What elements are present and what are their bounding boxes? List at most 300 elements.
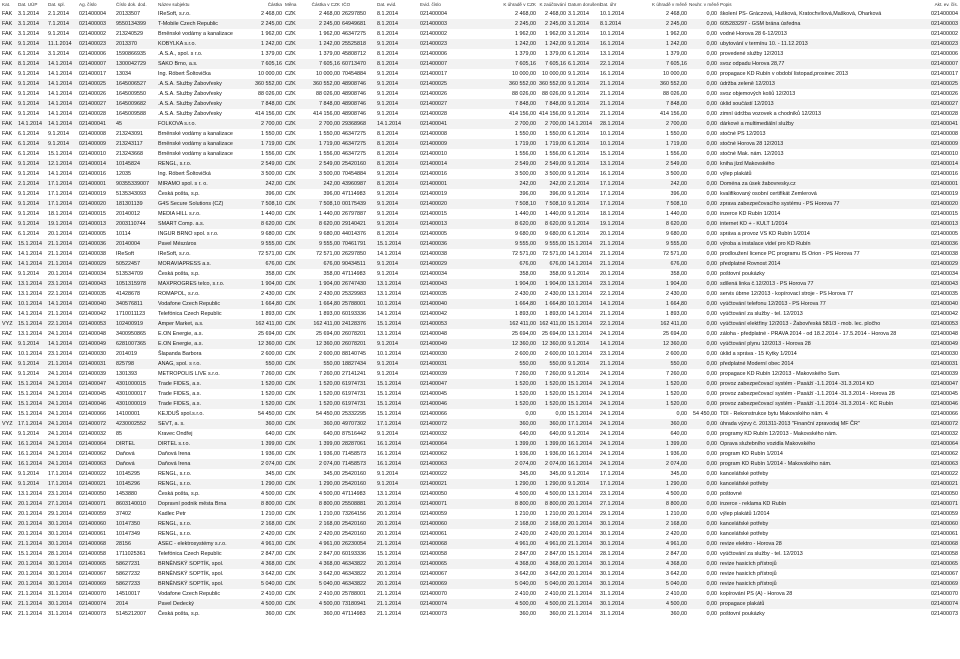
- cell-to-post: 2 430,00: [545, 291, 566, 297]
- table-row[interactable]: [0, 449, 960, 459]
- cell-to-pay-czk: 1 520,00: [515, 381, 536, 387]
- cell-to-pay-currency: 1 379,00: [666, 51, 687, 57]
- cell-subject-name: Kravec Ondřej: [158, 431, 193, 437]
- cell-record-date: 9.1.2014: [377, 341, 398, 347]
- table-row[interactable]: [0, 179, 960, 189]
- table-row[interactable]: [0, 439, 960, 449]
- table-row[interactable]: [0, 199, 960, 209]
- cell-subject-name: FOLKOVA s.r.o.: [158, 121, 196, 127]
- cell-amount-czk: 8 620,00: [319, 221, 340, 227]
- cell-date-uup: 21.1.2014: [18, 611, 42, 617]
- cell-to-pay-currency: 1 290,00: [666, 481, 687, 487]
- cell-category: FAK: [2, 381, 13, 387]
- cell-ico: 25525818: [342, 41, 366, 47]
- table-row[interactable]: [0, 19, 960, 29]
- cell-supplier-doc-number: 213243668: [116, 151, 143, 157]
- cell-amount: 360,00: [265, 611, 282, 617]
- cell-subject-name: DIRTEL s.r.o.: [158, 441, 191, 447]
- cell-agenda-number: 021400066: [79, 411, 106, 417]
- cell-to-post: 8 800,00: [545, 501, 566, 507]
- cell-record-number: 021400036: [420, 241, 447, 247]
- cell-amount: 54 450,00: [258, 411, 282, 417]
- table-row[interactable]: [0, 569, 960, 579]
- cell-ico: 73180941: [342, 601, 366, 607]
- cell-currency: CZK: [285, 611, 296, 617]
- cell-due-date: 14.1.2014: [48, 71, 72, 77]
- cell-subject-name: Pavel Dedecký: [158, 601, 194, 607]
- cell-current-record-number: 021400005: [931, 231, 958, 237]
- cell-payment-date: 8.1.2014: [600, 21, 621, 27]
- cell-amount-czk: 1 440,00: [319, 211, 340, 217]
- cell-date-uup: 2.1.2014: [18, 181, 39, 187]
- cell-unpaid-currency: 54 450,00: [693, 411, 717, 417]
- cell-ico: 46343822: [342, 571, 366, 577]
- table-row[interactable]: [0, 509, 960, 519]
- cell-currency: CZK: [285, 321, 296, 327]
- cell-agenda-number: 021400021: [79, 481, 106, 487]
- cell-subject-name: SAKO Brno, a.s.: [158, 61, 198, 67]
- table-row[interactable]: [0, 259, 960, 269]
- cell-record-number: 021400035: [420, 291, 447, 297]
- cell-payment-date: 14.1.2014: [600, 341, 624, 347]
- cell-currency: CZK: [285, 21, 296, 27]
- cell-delivery-date: 13.1.2014: [568, 291, 592, 297]
- cell-date-uup: 13.1.2014: [18, 291, 42, 297]
- cell-record-date: 20.1.2014: [377, 521, 401, 527]
- cell-delivery-date: 13.1.2014: [568, 281, 592, 287]
- cell-record-number: 021400061: [420, 531, 447, 537]
- cell-to-pay-czk: 1 719,00: [515, 141, 536, 147]
- cell-amount: 72 571,00: [258, 251, 282, 257]
- cell-amount: 396,00: [265, 191, 282, 197]
- table-row[interactable]: [0, 269, 960, 279]
- cell-unpaid-currency: 0,00: [706, 371, 717, 377]
- cell-subject-name: BRNĚNSKÝ SOPTÍK, spol.: [158, 581, 224, 587]
- table-row[interactable]: [0, 469, 960, 479]
- table-row[interactable]: [0, 499, 960, 509]
- cell-to-post: 1 242,00: [545, 41, 566, 47]
- table-row[interactable]: [0, 489, 960, 499]
- table-row[interactable]: [0, 419, 960, 429]
- cell-record-number: 021400023: [420, 41, 447, 47]
- cell-amount: 5 040,00: [261, 581, 282, 587]
- table-row[interactable]: [0, 289, 960, 299]
- cell-description: vyúčtování telefonu 12/2013 - PS Horova 77: [720, 301, 826, 307]
- cell-delivery-date: 15.1.2014: [568, 391, 592, 397]
- cell-delivery-date: 14.1.2014: [568, 311, 592, 317]
- cell-to-pay-czk: 2 410,00: [515, 591, 536, 597]
- cell-description: provoz zabezpečovací systém - Pasáží -1.1.2014 -31.3.2014 KD: [720, 381, 875, 387]
- cell-supplier-doc-number: 20140004: [116, 241, 140, 247]
- cell-record-date: 21.1.2014: [377, 541, 401, 547]
- cell-current-record-number: 021400073: [931, 611, 958, 617]
- cell-payment-date: 21.1.2014: [600, 251, 624, 257]
- cell-subject-name: Česká pošta, s.p.: [158, 271, 200, 277]
- cell-to-post: 1 936,00: [545, 451, 566, 457]
- cell-amount: 360,00: [265, 421, 282, 427]
- table-row[interactable]: [0, 79, 960, 89]
- cell-delivery-date: 20.1.2014: [568, 511, 592, 517]
- cell-delivery-date: 9.1.2014: [568, 481, 589, 487]
- cell-record-date: 15.1.2014: [377, 381, 401, 387]
- cell-record-date: 8.1.2014: [377, 141, 398, 147]
- cell-payment-date: 21.1.2014: [600, 101, 624, 107]
- cell-payment-date: 10.1.2014: [600, 141, 624, 147]
- table-row[interactable]: [0, 459, 960, 469]
- cell-date-uup: 15.1.2014: [18, 411, 42, 417]
- cell-category: FAK: [2, 161, 13, 167]
- cell-description: vodné Horova 28 6-12/2013: [720, 31, 787, 37]
- cell-amount-czk: 10 000,00: [316, 71, 340, 77]
- cell-category: FAK: [2, 131, 13, 137]
- cell-category: FAK: [2, 451, 13, 457]
- table-row[interactable]: [0, 389, 960, 399]
- table-row[interactable]: [0, 129, 960, 139]
- cell-category: FAK: [2, 291, 13, 297]
- cell-agenda-number: 021400068: [79, 541, 106, 547]
- header-payment-date: Dat. úhr: [600, 2, 617, 7]
- cell-payment-date: 17.1.2014: [600, 201, 624, 207]
- cell-supplier-doc-number: 12035: [116, 171, 131, 177]
- cell-record-number: 021400025: [420, 81, 447, 87]
- table-row[interactable]: [0, 219, 960, 229]
- cell-current-record-number: 021400065: [931, 561, 958, 567]
- table-row[interactable]: [0, 209, 960, 219]
- cell-payment-date: 30.1.2014: [600, 521, 624, 527]
- table-row[interactable]: [0, 409, 960, 419]
- cell-delivery-date: 6.1.2014: [568, 51, 589, 57]
- cell-to-pay-czk: 1 379,00: [515, 51, 536, 57]
- table-row[interactable]: [0, 529, 960, 539]
- table-row[interactable]: [0, 359, 960, 369]
- cell-agenda-number: 021400048: [79, 331, 106, 337]
- cell-agenda-number: 021400022: [79, 471, 106, 477]
- cell-ico: 25332295: [342, 411, 366, 417]
- cell-agenda-number: 021400047: [79, 381, 106, 387]
- cell-agenda-number: 021400039: [79, 371, 106, 377]
- cell-current-record-number: 021400036: [931, 241, 958, 247]
- table-row[interactable]: [0, 139, 960, 149]
- cell-description: propagace KD Rubín 12/2013 - Makovského Sum.: [720, 371, 841, 377]
- cell-date-uup: 6.1.2014: [18, 131, 39, 137]
- cell-to-pay-czk: 2 420,00: [515, 531, 536, 537]
- cell-amount-czk: 676,00: [323, 261, 340, 267]
- cell-subject-name: Ing. Róbert Šoltovičká: [158, 171, 211, 177]
- cell-currency: CZK: [285, 81, 296, 87]
- cell-to-pay-currency: 358,00: [670, 271, 687, 277]
- cell-payment-date: 24.1.2014: [600, 411, 624, 417]
- table-row[interactable]: [0, 399, 960, 409]
- cell-date-uup: 9.1.2014: [18, 211, 39, 217]
- cell-due-date: 23.1.2014: [48, 281, 72, 287]
- cell-to-pay-currency: 1 556,00: [666, 151, 687, 157]
- cell-amount-czk: 2 420,00: [319, 531, 340, 537]
- cell-delivery-date: 3.1.2014: [568, 11, 589, 17]
- table-row[interactable]: [0, 119, 960, 129]
- cell-unpaid-currency: 0,00: [706, 581, 717, 587]
- cell-date-uup: 15.1.2014: [18, 381, 42, 387]
- cell-to-pay-czk: 640,00: [519, 431, 536, 437]
- cell-to-pay-czk: 1 893,00: [515, 311, 536, 317]
- cell-payment-date: 24.1.2014: [600, 441, 624, 447]
- cell-description: stočné Horova 28 12/2013: [720, 141, 784, 147]
- cell-due-date: 24.1.2014: [48, 431, 72, 437]
- cell-currency: CZK: [285, 351, 296, 357]
- cell-current-record-number: 021400017: [931, 71, 958, 77]
- cell-category: FAK: [2, 101, 13, 107]
- cell-unpaid-currency: 0,00: [706, 121, 717, 127]
- cell-payment-date: 20.1.2014: [600, 271, 624, 277]
- cell-amount: 7 508,10: [261, 201, 282, 207]
- cell-category: FAK: [2, 251, 13, 257]
- table-row[interactable]: [0, 109, 960, 119]
- cell-to-pay-currency: 7 605,16: [666, 61, 687, 67]
- cell-to-post: 345,00: [549, 471, 566, 477]
- cell-amount-czk: 1 210,00: [319, 511, 340, 517]
- cell-record-number: 021400060: [420, 521, 447, 527]
- table-row[interactable]: [0, 519, 960, 529]
- cell-date-uup: 20.1.2014: [18, 501, 42, 507]
- cell-delivery-date: 13.1.2014: [568, 331, 592, 337]
- cell-date-uup: 9.1.2014: [18, 371, 39, 377]
- cell-supplier-doc-number: IReSoft: [116, 251, 134, 257]
- cell-current-record-number: 021400027: [931, 101, 958, 107]
- cell-agenda-number: 021400067: [79, 571, 106, 577]
- table-row[interactable]: [0, 249, 960, 259]
- table-row[interactable]: [0, 239, 960, 249]
- table-row[interactable]: [0, 159, 960, 169]
- table-row[interactable]: [0, 579, 960, 589]
- cell-payment-date: 16.1.2014: [600, 41, 624, 47]
- table-row[interactable]: [0, 39, 960, 49]
- table-row[interactable]: [0, 29, 960, 39]
- cell-current-record-number: 021400009: [931, 141, 958, 147]
- table-row[interactable]: [0, 309, 960, 319]
- cell-unpaid-currency: 0,00: [706, 311, 717, 317]
- cell-subject-name: Brněnské vodárny a kanalizace: [158, 141, 233, 147]
- cell-agenda-number: 021400053: [79, 321, 106, 327]
- table-row[interactable]: [0, 599, 960, 609]
- cell-supplier-doc-number: 2013370: [116, 41, 137, 47]
- cell-to-pay-currency: 1 210,00: [666, 511, 687, 517]
- cell-to-post: 9 555,00: [545, 241, 566, 247]
- cell-description: TDI - Rekonstrukce bytu Makovského nám. 4: [720, 411, 828, 417]
- cell-current-record-number: 021400072: [931, 421, 958, 427]
- table-row[interactable]: [0, 329, 960, 339]
- table-row[interactable]: [0, 549, 960, 559]
- cell-to-pay-czk: 1 520,00: [515, 401, 536, 407]
- cell-amount: 2 420,00: [261, 531, 282, 537]
- cell-agenda-number: 021400031: [79, 361, 106, 367]
- cell-to-pay-currency: 7 508,10: [666, 201, 687, 207]
- table-row[interactable]: [0, 429, 960, 439]
- cell-agenda-number: 021400043: [79, 281, 106, 287]
- cell-category: FAK: [2, 401, 13, 407]
- cell-agenda-number: 021400032: [79, 431, 106, 437]
- cell-record-date: 8.1.2014: [377, 61, 398, 67]
- cell-category: FAK: [2, 461, 13, 467]
- cell-payment-date: 24.1.2014: [600, 371, 624, 377]
- cell-to-pay-currency: 25 694,00: [663, 331, 687, 337]
- cell-unpaid-currency: 0,00: [706, 551, 717, 557]
- cell-current-record-number: 021400001: [931, 181, 958, 187]
- cell-to-post: 1 962,00: [545, 31, 566, 37]
- cell-agenda-number: 021400063: [79, 461, 106, 467]
- table-row[interactable]: [0, 149, 960, 159]
- table-row[interactable]: [0, 319, 960, 329]
- table-row[interactable]: [0, 609, 960, 619]
- cell-description: kniha jízd Makovského: [720, 161, 775, 167]
- cell-delivery-date: 9.1.2014: [568, 91, 589, 97]
- cell-payment-date: 19.1.2014: [600, 221, 624, 227]
- cell-unpaid-currency: 0,00: [706, 431, 717, 437]
- cell-record-number: 021400053: [420, 321, 447, 327]
- cell-to-pay-czk: 4 961,00: [515, 541, 536, 547]
- cell-unpaid-currency: 0,00: [706, 181, 717, 187]
- cell-agenda-number: 021400001: [79, 181, 106, 187]
- cell-amount-czk: 360 552,00: [313, 81, 340, 87]
- cell-date-uup: 17.1.2014: [18, 421, 42, 427]
- cell-category: FAK: [2, 551, 13, 557]
- cell-ico: 26230054: [342, 541, 366, 547]
- table-row[interactable]: [0, 169, 960, 179]
- cell-delivery-date: 9.1.2014: [568, 361, 589, 367]
- cell-unpaid-currency: 0,00: [706, 261, 717, 267]
- cell-payment-date: 23.1.2014: [600, 281, 624, 287]
- cell-current-record-number: 021400015: [931, 211, 958, 217]
- table-row[interactable]: [0, 69, 960, 79]
- cell-to-pay-czk: 360,00: [519, 421, 536, 427]
- cell-description: servis úbrne 12/2013 - kopírovací stroje - PS Horova 77: [720, 291, 854, 297]
- cell-agenda-number: 021400025: [79, 81, 106, 87]
- table-row[interactable]: [0, 339, 960, 349]
- cell-date-uup: 8.1.2014: [18, 61, 39, 67]
- cell-record-date: 13.1.2014: [377, 491, 401, 497]
- table-row[interactable]: [0, 89, 960, 99]
- cell-current-record-number: 021400030: [931, 351, 958, 357]
- cell-to-pay-currency: 676,00: [670, 261, 687, 267]
- table-row[interactable]: [0, 369, 960, 379]
- cell-ico: 25420160: [342, 531, 366, 537]
- cell-to-pay-czk: 5 040,00: [515, 581, 536, 587]
- table-row[interactable]: [0, 229, 960, 239]
- cell-currency: CZK: [285, 211, 296, 217]
- cell-due-date: 30.1.2014: [48, 531, 72, 537]
- cell-to-pay-currency: 2 430,00: [666, 291, 687, 297]
- cell-to-pay-currency: 345,00: [670, 471, 687, 477]
- table-row[interactable]: [0, 189, 960, 199]
- cell-supplier-doc-number: 4230002552: [116, 421, 146, 427]
- cell-currency: CZK: [285, 511, 296, 517]
- table-row[interactable]: [0, 299, 960, 309]
- cell-supplier-doc-number: 50522457: [116, 261, 140, 267]
- cell-subject-name: Česká pošta, s.p.: [158, 611, 200, 617]
- cell-due-date: 9.1.2014: [48, 31, 69, 37]
- cell-subject-name: RENGL, s.r.o.: [158, 531, 192, 537]
- cell-subject-name: BRNĚNSKÝ SOPTÍK, spol.: [158, 561, 224, 567]
- cell-record-number: 021400021: [420, 481, 447, 487]
- cell-record-number: 021400001: [420, 181, 447, 187]
- table-row[interactable]: [0, 379, 960, 389]
- cell-date-uup: 6.1.2014: [18, 141, 39, 147]
- cell-amount: 1 440,00: [261, 211, 282, 217]
- table-row[interactable]: [0, 539, 960, 549]
- cell-record-date: 20.1.2014: [377, 581, 401, 587]
- table-row[interactable]: [0, 49, 960, 59]
- cell-record-number: 021400050: [420, 491, 447, 497]
- cell-unpaid-currency: 0,00: [706, 71, 717, 77]
- cell-amount: 2 168,00: [261, 521, 282, 527]
- cell-due-date: 19.1.2014: [48, 221, 72, 227]
- cell-ico: 48908746: [342, 101, 366, 107]
- cell-date-uup: 9.1.2014: [18, 41, 39, 47]
- cell-amount-czk: 396,00: [323, 191, 340, 197]
- cell-unpaid-currency: 0,00: [706, 601, 717, 607]
- cell-category: FAK: [2, 311, 13, 317]
- cell-date-uup: 21.1.2014: [18, 601, 42, 607]
- cell-current-record-number: 021400021: [931, 481, 958, 487]
- table-row[interactable]: [0, 349, 960, 359]
- cell-category: FAK: [2, 91, 13, 97]
- table-row[interactable]: [0, 559, 960, 569]
- cell-unpaid-currency: 0,00: [706, 421, 717, 427]
- cell-date-uup: 15.1.2014: [18, 391, 42, 397]
- cell-subject-name: SMART Comp. a.s.: [158, 221, 205, 227]
- cell-to-post: 1 520,00: [545, 391, 566, 397]
- cell-delivery-date: 9.1.2014: [568, 471, 589, 477]
- cell-amount: 1 936,00: [261, 451, 282, 457]
- cell-record-date: 9.1.2014: [377, 371, 398, 377]
- cell-to-post: 7 605,16: [545, 61, 566, 67]
- table-row[interactable]: [0, 589, 960, 599]
- cell-description: stočné Mak. nám. 12/2013: [720, 151, 784, 157]
- cell-ico: 25420160: [342, 521, 366, 527]
- cell-description: předplatné Rovnost 2014: [720, 261, 781, 267]
- cell-amount-czk: 345,00: [323, 471, 340, 477]
- cell-currency: CZK: [285, 391, 296, 397]
- cell-to-pay-czk: 2 430,00: [515, 291, 536, 297]
- cell-delivery-date: 17.1.2014: [568, 421, 592, 427]
- cell-ico: 61974731: [342, 391, 366, 397]
- cell-to-post: 10 000,00: [542, 71, 566, 77]
- table-row[interactable]: [0, 9, 960, 19]
- table-row[interactable]: [0, 479, 960, 489]
- cell-record-number: 021400062: [420, 451, 447, 457]
- cell-current-record-number: 021400053: [931, 321, 958, 327]
- cell-agenda-number: 021400059: [79, 511, 106, 517]
- table-row[interactable]: [0, 59, 960, 69]
- cell-agenda-number: 021400046: [79, 401, 106, 407]
- table-row[interactable]: [0, 279, 960, 289]
- cell-description: prodloužení licence PC programu IS Orion - PS Horova 77: [720, 251, 860, 257]
- cell-subject-name: Daňová Irena: [158, 461, 191, 467]
- cell-supplier-doc-number: 1645009682: [116, 101, 146, 107]
- cell-unpaid-currency: 0,00: [706, 161, 717, 167]
- cell-amount: 1 520,00: [261, 401, 282, 407]
- cell-to-pay-currency: 10 000,00: [663, 71, 687, 77]
- cell-agenda-number: 021400050: [79, 491, 106, 497]
- cell-category: FAK: [2, 511, 13, 517]
- cell-to-post: 1 520,00: [545, 381, 566, 387]
- cell-currency: CZK: [285, 421, 296, 427]
- cell-unpaid-currency: 0,00: [706, 321, 717, 327]
- cell-current-record-number: 021400022: [931, 471, 958, 477]
- cell-record-number: 021400059: [420, 511, 447, 517]
- table-row[interactable]: [0, 99, 960, 109]
- cell-to-post: 7 260,00: [545, 371, 566, 377]
- cell-currency: CZK: [285, 401, 296, 407]
- cell-record-number: 021400015: [420, 211, 447, 217]
